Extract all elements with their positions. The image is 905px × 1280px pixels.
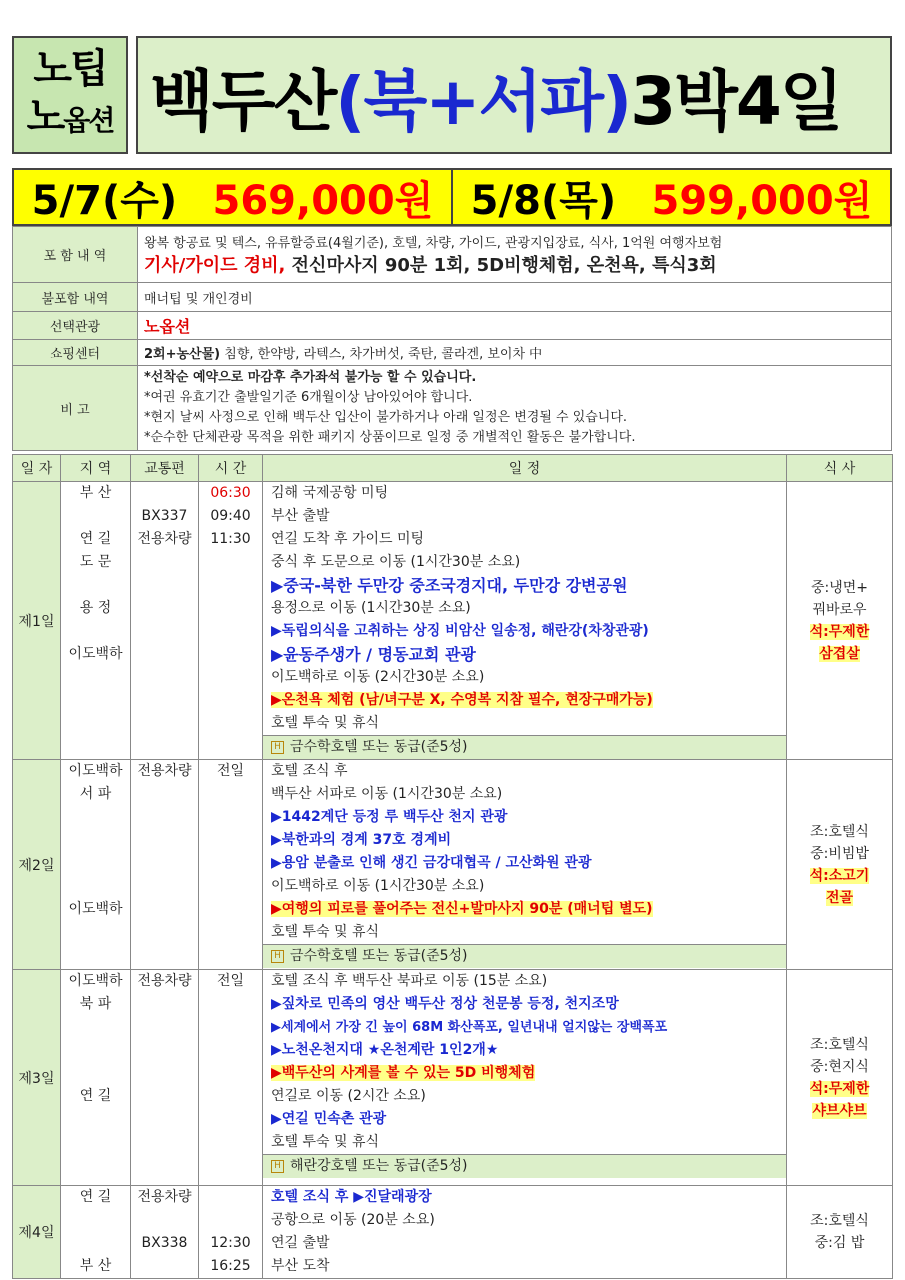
day-row	[13, 760, 893, 970]
remark-item: *순수한 단체관광 목적을 위한 패키지 상품이므로 일정 중 개별적인 활동은 불가합니다.	[144, 430, 636, 445]
itinerary-line: 부산 출발	[271, 508, 330, 524]
itinerary-line: 백두산 서파로 이동 (1시간30분 소요)	[271, 786, 503, 802]
itinerary-highlight: ▶온천욕 체험 (남/녀구분 X, 수영복 지참 필수, 현장구매가능)	[271, 692, 653, 708]
meal-cell: 조:호텔식 중:비빔밥 석:소고기 전골	[787, 760, 893, 970]
itinerary-line: 중식 후 도문으로 이동 (1시간30분 소요)	[271, 554, 521, 570]
meal-cell: 중:냉면+ 꿔바로우 석:무제한 삼겹살	[787, 482, 893, 760]
itinerary-line: 용정으로 이동 (1시간30분 소요)	[271, 600, 471, 616]
itinerary-line: 연길 도착 후 가이드 미팅	[271, 531, 425, 547]
itinerary-line: 이도백하로 이동 (1시간30분 소요)	[271, 878, 485, 894]
itinerary-line: 호텔 투숙 및 휴식	[271, 715, 380, 731]
day-label: 제4일	[13, 1186, 61, 1279]
remark-item: *현지 날씨 사정으로 인해 백두산 입산이 불가하거나 아래 일정은 변경될 수 있습니다.	[144, 410, 628, 425]
itinerary-line: 공항으로 이동 (20분 소요)	[271, 1212, 435, 1228]
time-cell: 12:30 16:25	[199, 1186, 263, 1279]
hotel-line: H 금수학호텔 또는 동급(준5성)	[263, 735, 786, 759]
itinerary-highlight: 호텔 조식 후 ▶진달래광장	[271, 1189, 432, 1205]
transport-cell: BX337 전용차량	[131, 482, 199, 760]
optional-tour-label: 선택관광	[13, 312, 138, 340]
excluded-content: 매너팁 및 개인경비	[138, 283, 892, 312]
included-label: 포 함 내 역	[13, 227, 138, 283]
region-cell: 부 산 연 길 도 문 용 정 이도백하	[61, 482, 131, 760]
transport-cell: 전용차량 BX338	[131, 1186, 199, 1279]
header-day: 일 자	[13, 455, 61, 482]
remarks-label: 비 고	[13, 366, 138, 451]
itinerary-cell	[263, 970, 787, 1186]
title-duration: 3박4일	[630, 62, 842, 140]
day-row	[13, 482, 893, 760]
itinerary-highlight: ▶윤동주생가 / 명동교회 관광	[271, 645, 476, 664]
itinerary-highlight: ▶독립의식을 고취하는 상징 비암산 일송정, 해란강(차창관광)	[271, 623, 649, 639]
itinerary-line: 호텔 투숙 및 휴식	[271, 924, 380, 940]
itinerary-highlight: ▶1442계단 등정 루 백두산 천지 관광	[271, 809, 508, 825]
included-line-1: 왕복 항공료 및 텍스, 유류할증료(4월기준), 호텔, 차량, 가이드, 관광지입장료, 식사, 1억원 여행자보험	[144, 236, 723, 251]
schedule-table	[12, 454, 893, 1279]
time-cell: 전일	[199, 760, 263, 970]
shopping-label: 쇼핑센터	[13, 340, 138, 366]
itinerary-highlight: ▶연길 민속촌 관광	[271, 1111, 387, 1127]
included-highlight: 기사/가이드 경비,	[144, 255, 286, 276]
header-meal: 식 사	[787, 455, 893, 482]
price-bar	[12, 168, 892, 226]
page-title	[136, 36, 892, 154]
itinerary-cell	[263, 760, 787, 970]
itinerary-cell	[263, 1186, 787, 1279]
remark-item: *여권 유효기간 출발일기준 6개월이상 남아있어야 합니다.	[144, 390, 473, 405]
header-transport: 교통편	[131, 455, 199, 482]
region-cell: 이도백하 서 파 이도백하	[61, 760, 131, 970]
meal-cell: 조:호텔식 중:현지식 석:무제한 샤브샤브	[787, 970, 893, 1186]
itinerary-highlight: ▶용암 분출로 인해 생긴 금강대협곡 / 고산화원 관광	[271, 855, 592, 871]
region-cell: 연 길 부 산	[61, 1186, 131, 1279]
itinerary-highlight: ▶백두산의 사계를 볼 수 있는 5D 비행체험	[271, 1065, 536, 1081]
itinerary-line: 김해 국제공항 미팅	[271, 485, 389, 501]
hotel-icon: H	[271, 1160, 284, 1173]
excluded-label: 불포함 내역	[13, 283, 138, 312]
price-option-1	[14, 170, 451, 224]
hotel-icon: H	[271, 741, 284, 754]
shopping-content: 2회+농산물) 침향, 한약방, 라텍스, 차가버섯, 죽탄, 콜라겐, 보이차 中	[138, 340, 892, 366]
itinerary-highlight: ▶북한과의 경계 37호 경계비	[271, 832, 452, 848]
itinerary-line: 호텔 투숙 및 휴식	[271, 1134, 380, 1150]
day-row	[13, 970, 893, 1186]
included-line-2: 전신마사지 90분 1회, 5D비행체험, 온천욕, 특식3회	[285, 255, 717, 276]
itinerary-highlight: ▶노천온천지대 ★온천계란 1인2개★	[271, 1042, 499, 1058]
day-label: 제3일	[13, 970, 61, 1186]
hotel-line: H 해란강호텔 또는 동급(준5성)	[263, 1154, 786, 1178]
itinerary-line: 부산 도착	[271, 1258, 330, 1274]
itinerary-highlight: ▶중국-북한 두만강 중조국경지대, 두만강 강변공원	[271, 576, 628, 595]
price-amount: 599,000원	[651, 177, 873, 224]
meal-cell: 조:호텔식 중:김 밥	[787, 1186, 893, 1279]
price-amount: 569,000원	[212, 177, 434, 224]
region-cell: 이도백하 북 파 연 길	[61, 970, 131, 1186]
departure-date: 5/7(수)	[31, 177, 178, 224]
title-main: 백두산	[150, 62, 336, 140]
transport-cell: 전용차량	[131, 970, 199, 1186]
header-region: 지 역	[61, 455, 131, 482]
itinerary-line: 이도백하로 이동 (2시간30분 소요)	[271, 669, 485, 685]
itinerary-line: 연길 출발	[271, 1235, 330, 1251]
day-row	[13, 1186, 893, 1279]
title-route: (북+서파)	[335, 62, 631, 140]
itinerary-cell	[263, 482, 787, 760]
day-label: 제2일	[13, 760, 61, 970]
itinerary-highlight: ▶짚차로 민족의 영산 백두산 정상 천문봉 등정, 천지조망	[271, 996, 619, 1012]
itinerary-line: 호텔 조식 후	[271, 763, 348, 779]
transport-cell: 전용차량	[131, 760, 199, 970]
departure-date: 5/8(목)	[470, 177, 617, 224]
itinerary-line: 연길로 이동 (2시간 소요)	[271, 1088, 426, 1104]
remark-item: *선착순 예약으로 마감후 추가좌석 불가능 할 수 있습니다.	[144, 370, 477, 385]
header-itinerary: 일 정	[263, 455, 787, 482]
optional-tour-content: 노옵션	[138, 312, 892, 340]
header-time: 시 간	[199, 455, 263, 482]
time-cell: 06:30 09:40 11:30	[199, 482, 263, 760]
badge-line-1: 노팁	[33, 46, 107, 92]
price-option-2	[451, 170, 890, 224]
hotel-icon: H	[271, 950, 284, 963]
itinerary-line: 호텔 조식 후 백두산 북파로 이동 (15분 소요)	[271, 973, 548, 989]
no-tip-no-option-badge	[12, 36, 128, 154]
itinerary-highlight: ▶세계에서 가장 긴 높이 68M 화산폭포, 일년내내 얼지않는 장백폭포	[271, 1020, 668, 1035]
badge-line-2: 노옵션	[26, 94, 114, 140]
remarks-content	[138, 366, 892, 451]
time-cell: 전일	[199, 970, 263, 1186]
day-label: 제1일	[13, 482, 61, 760]
info-table	[12, 226, 892, 451]
included-content	[138, 227, 892, 283]
itinerary-highlight: ▶여행의 피로를 풀어주는 전신+발마사지 90분 (매너팁 별도)	[271, 901, 653, 917]
hotel-line: H 금수학호텔 또는 동급(준5성)	[263, 944, 786, 968]
